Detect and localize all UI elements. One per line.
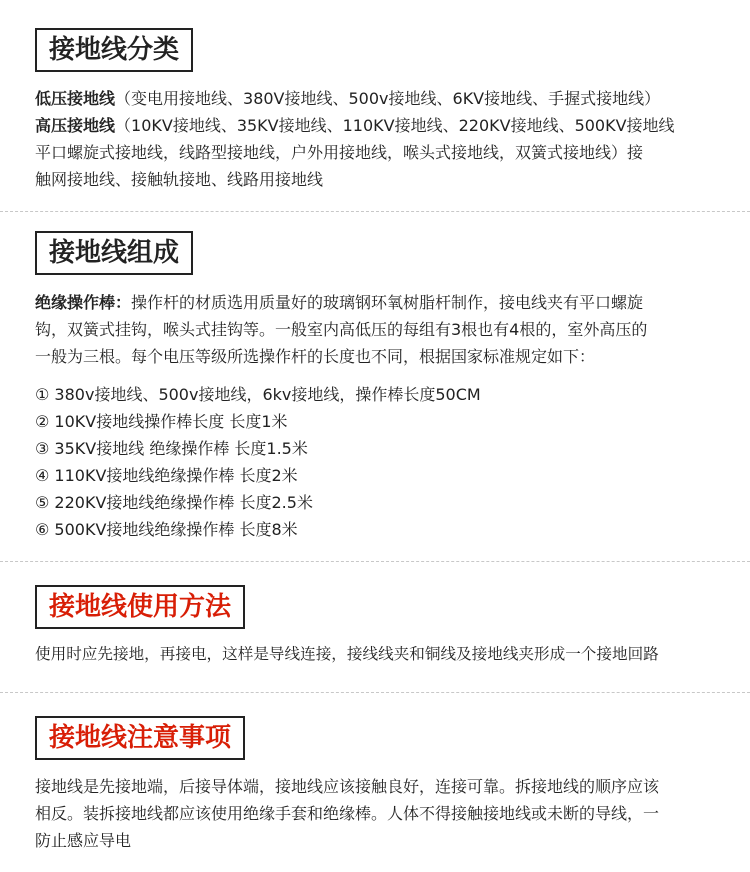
low-voltage-label: 低压接地线 bbox=[35, 89, 116, 108]
classification-body bbox=[35, 85, 717, 193]
classification-title: 接地线分类 bbox=[35, 28, 193, 72]
usage-title: 接地线使用方法 bbox=[35, 585, 245, 629]
rod-length-list bbox=[35, 381, 717, 543]
divider-1 bbox=[0, 211, 750, 212]
precautions-title: 接地线注意事项 bbox=[35, 716, 245, 760]
usage-body bbox=[35, 641, 747, 668]
composition-title: 接地线组成 bbox=[35, 231, 193, 275]
low-voltage-text: （变电用接地线、380V接地线、500v接地线、6KV接地线、手握式接地线） bbox=[115, 89, 661, 108]
high-voltage-text-3: 触网接地线、接触轨接地、线路用接地线 bbox=[35, 170, 324, 189]
high-voltage-text-2: 平口螺旋式接地线，线路型接地线，户外用接地线，喉头式接地线，双簧式接地线）接 bbox=[35, 143, 644, 162]
rod-text-1: 操作杆的材质选用质量好的玻璃钢环氧树脂杆制作，接电线夹有平口螺旋 bbox=[131, 293, 644, 312]
rod-text-3: 一般为三根。每个电压等级所选操作杆的长度也不同，根据国家标准规定如下： bbox=[35, 347, 596, 366]
rod-line-1 bbox=[35, 289, 717, 316]
high-voltage-line bbox=[35, 112, 717, 139]
list-item: ③ 35KV接地线 绝缘操作棒 长度1.5米 bbox=[35, 439, 308, 458]
divider-2 bbox=[0, 561, 750, 562]
precautions-text-3: 防止感应导电 bbox=[35, 831, 132, 850]
list-item: ① 380v接地线、500v接地线，6kv接地线，操作棒长度50CM bbox=[35, 385, 481, 404]
rod-text-2: 钩，双簧式挂钩，喉头式挂钩等。一般室内高低压的每组有3根也有4根的，室外高压的 bbox=[35, 320, 648, 339]
precautions-body bbox=[35, 773, 717, 854]
low-voltage-line bbox=[35, 85, 717, 112]
high-voltage-label: 高压接地线 bbox=[35, 116, 116, 135]
high-voltage-text-1: （10KV接地线、35KV接地线、110KV接地线、220KV接地线、500KV接地线 bbox=[115, 116, 675, 135]
composition-body bbox=[35, 289, 717, 370]
list-item: ④ 110KV接地线绝缘操作棒 长度2米 bbox=[35, 466, 298, 485]
list-item: ⑤ 220KV接地线绝缘操作棒 长度2.5米 bbox=[35, 493, 313, 512]
divider-3 bbox=[0, 692, 750, 693]
precautions-text-2: 相反。装拆接地线都应该使用绝缘手套和绝缘棒。人体不得接触接地线或未断的导线，一 bbox=[35, 804, 660, 823]
list-item: ② 10KV接地线操作棒长度 长度1米 bbox=[35, 412, 288, 431]
precautions-text-1: 接地线是先接地端，后接导体端，接地线应该接触良好，连接可靠。拆接地线的顺序应该 bbox=[35, 777, 660, 796]
list-item: ⑥ 500KV接地线绝缘操作棒 长度8米 bbox=[35, 520, 298, 539]
rod-label: 绝缘操作棒： bbox=[35, 293, 132, 312]
usage-text: 使用时应先接地，再接电，这样是导线连接，接线线夹和铜线及接地线夹形成一个接地回路 bbox=[35, 645, 659, 663]
